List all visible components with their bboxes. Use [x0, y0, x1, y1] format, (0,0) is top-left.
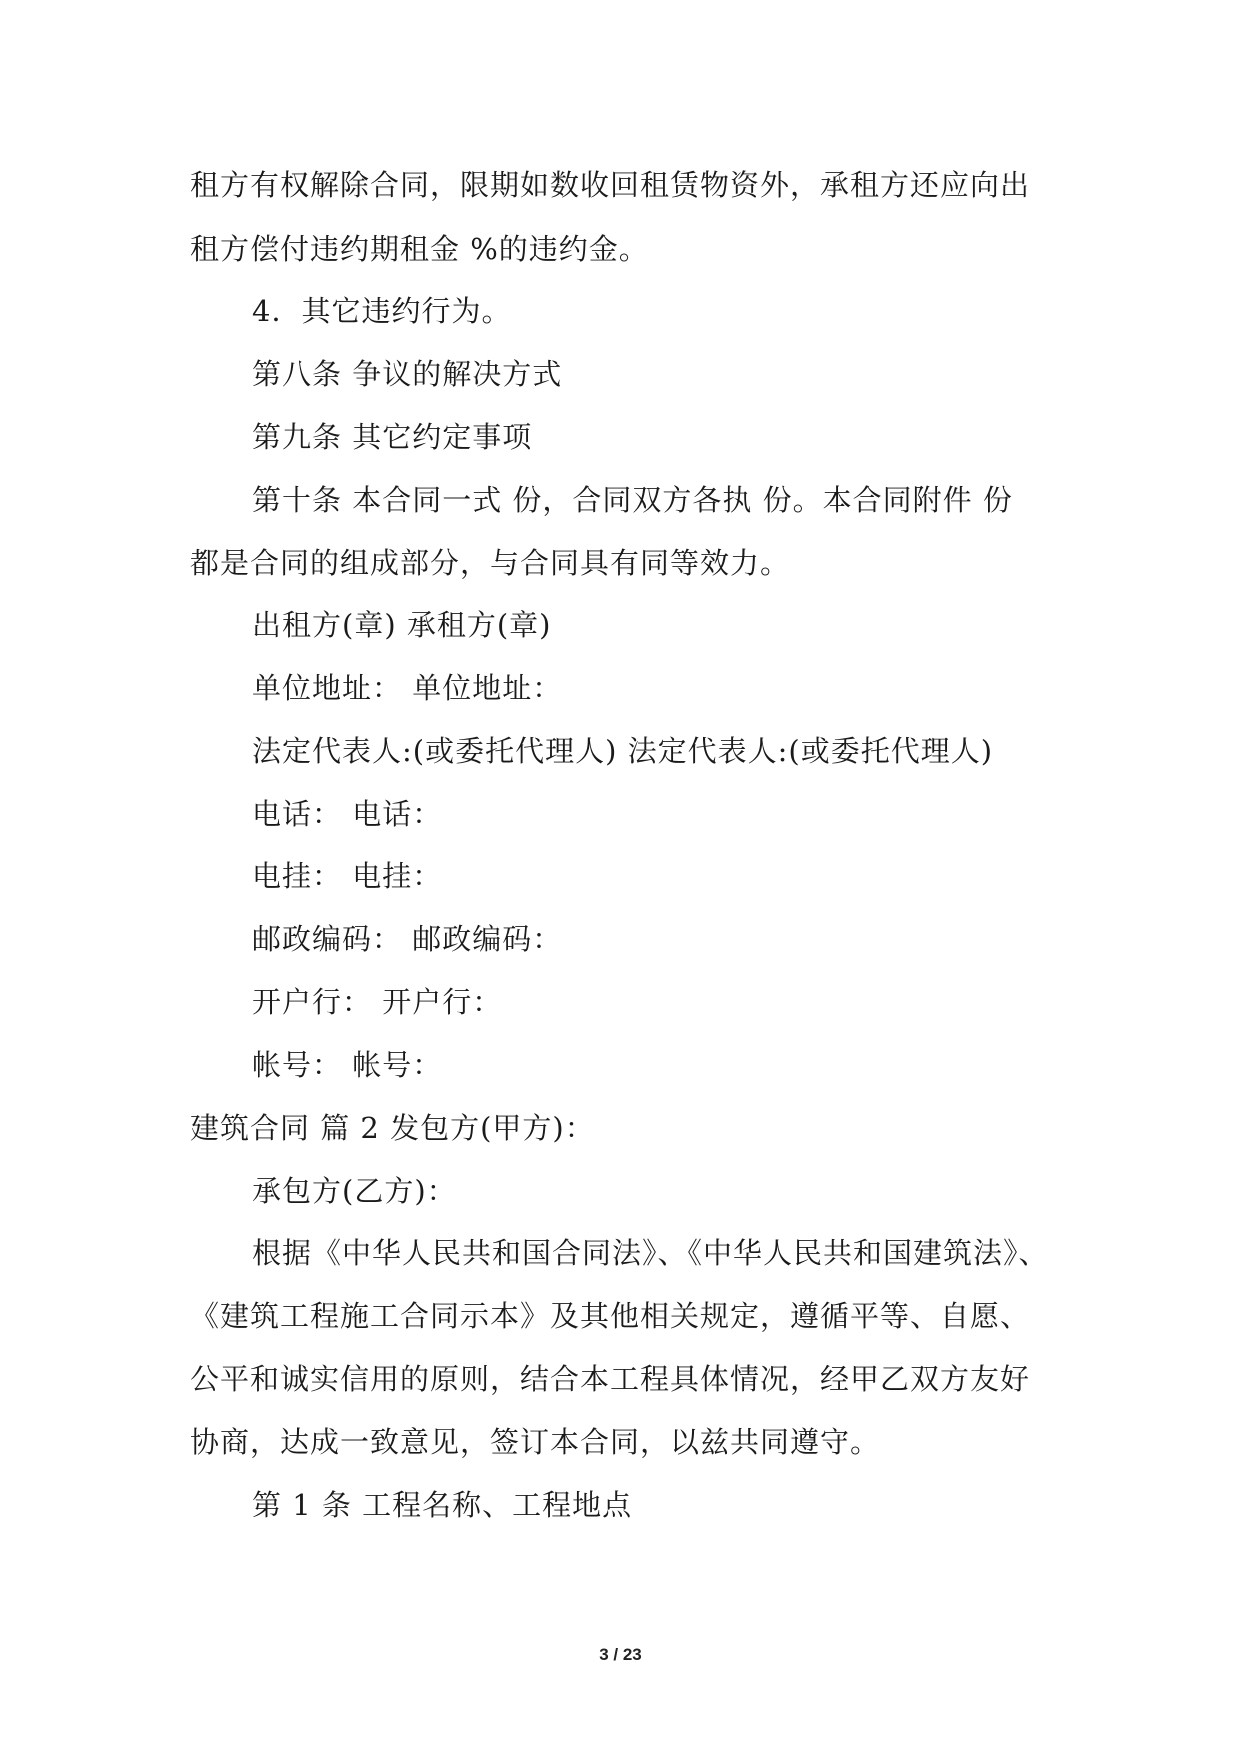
signature-line: 法定代表人:(或委托代理人) 法定代表人:(或委托代理人) [252, 734, 994, 768]
section-heading: 建筑合同 篇 2 发包方(甲方)： [190, 1111, 595, 1145]
page-number: 3 / 23 [599, 1645, 642, 1664]
article-heading: 第九条 其它约定事项 [252, 420, 533, 454]
paragraph-line: 承包方(乙方)： [252, 1174, 457, 1208]
signature-line: 电挂： 电挂： [252, 859, 443, 893]
paragraph-line: 租方有权解除合同，限期如数收回租赁物资外，承租方还应向出 [190, 168, 1031, 202]
signature-line: 开户行： 开户行： [252, 985, 503, 1019]
signature-line: 邮政编码： 邮政编码： [252, 922, 563, 956]
article-heading: 第八条 争议的解决方式 [252, 357, 563, 391]
article-heading: 第 1 条 工程名称、工程地点 [252, 1488, 633, 1522]
paragraph-line: 都是合同的组成部分，与合同具有同等效力。 [190, 546, 791, 580]
paragraph-line: 租方偿付违约期租金 %的违约金。 [190, 232, 649, 266]
paragraph-line: 第十条 本合同一式 份，合同双方各执 份。本合同附件 份 [252, 483, 1013, 517]
paragraph-line: 协商，达成一致意见，签订本合同，以兹共同遵守。 [190, 1425, 881, 1459]
signature-line: 电话： 电话： [252, 797, 443, 831]
signature-line: 帐号： 帐号： [252, 1048, 443, 1082]
paragraph-line: 根据《中华人民共和国合同法》、《中华人民共和国建筑法》、 [252, 1236, 1049, 1270]
signature-line: 单位地址： 单位地址： [252, 671, 563, 705]
signature-line: 出租方(章) 承租方(章) [252, 608, 552, 642]
paragraph-line: 《建筑工程施工合同示本》及其他相关规定，遵循平等、自愿、 [190, 1299, 1031, 1333]
paragraph-line: 4．其它违约行为。 [252, 294, 512, 328]
paragraph-line: 公平和诚实信用的原则，结合本工程具体情况，经甲乙双方友好 [190, 1362, 1031, 1396]
